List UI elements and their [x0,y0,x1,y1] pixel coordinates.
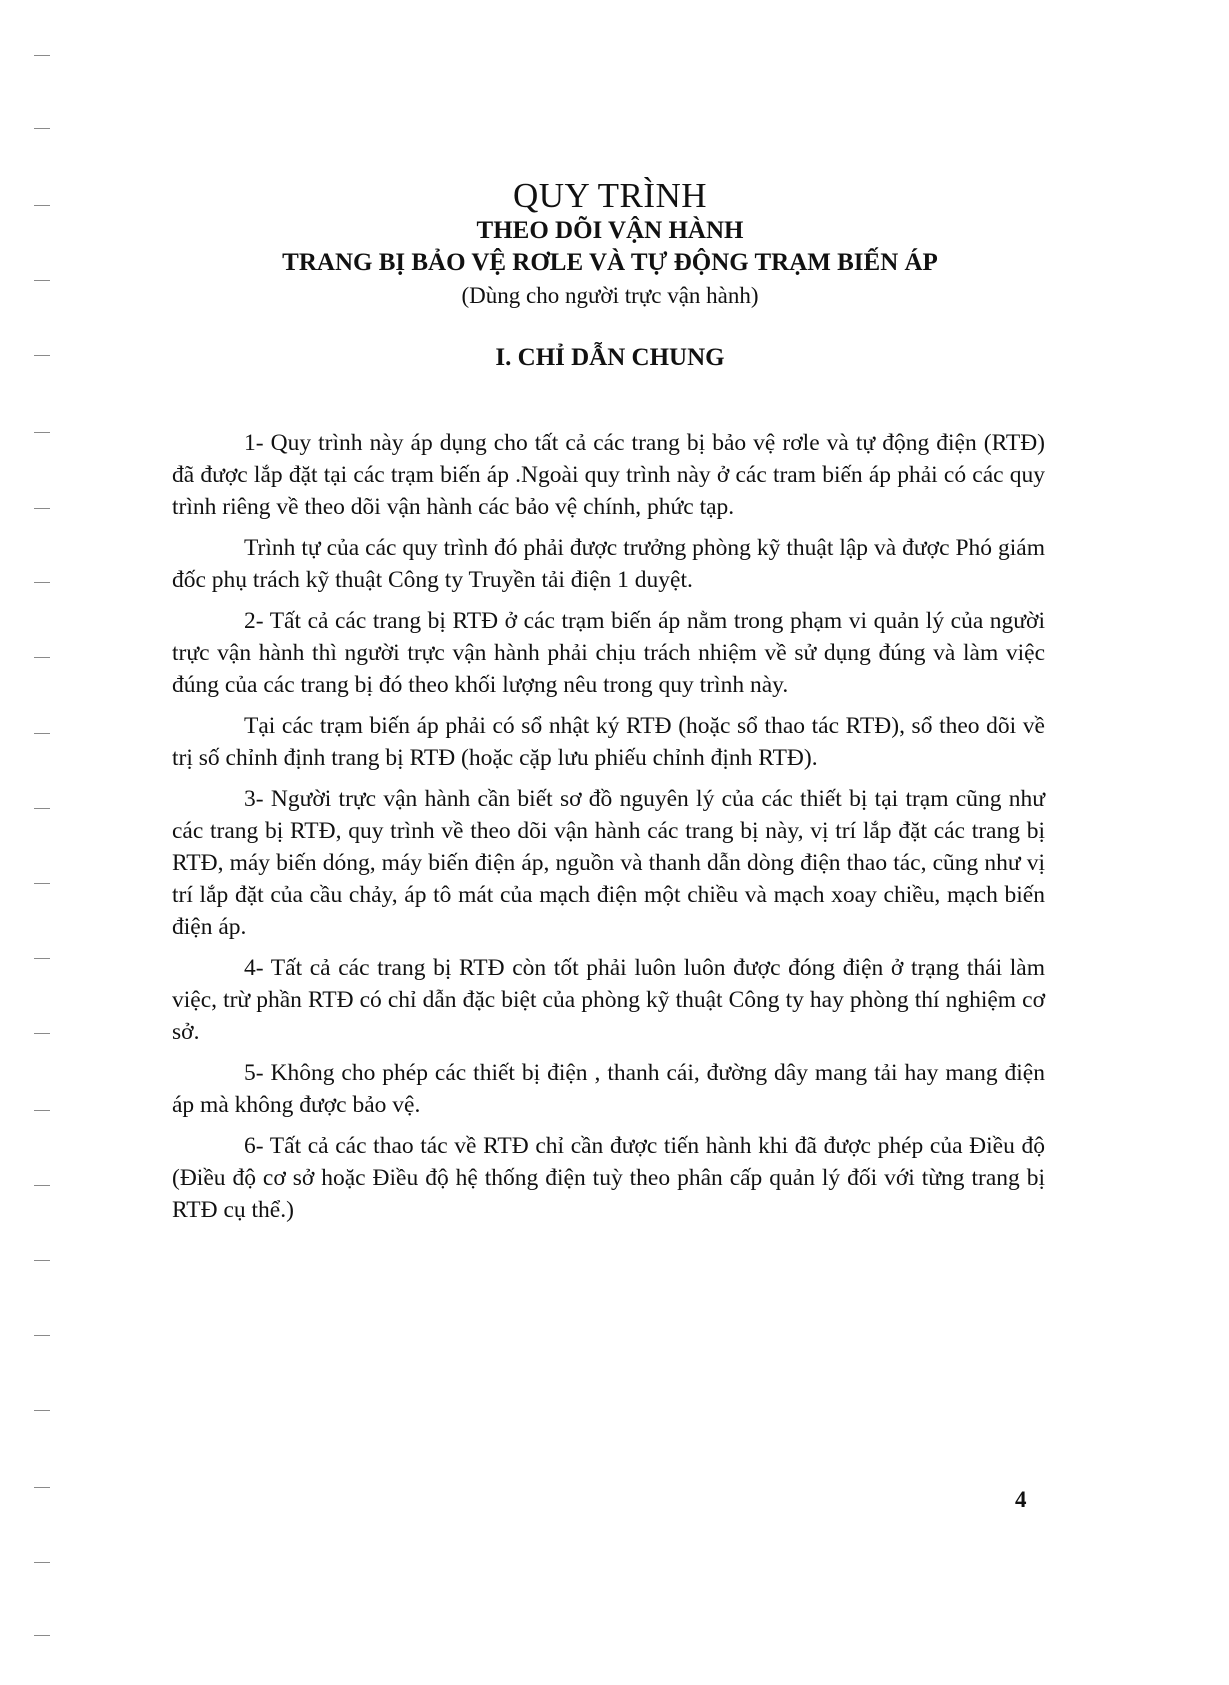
scan-binding-marks [28,0,68,1685]
section-heading: I. CHỈ DẪN CHUNG [495,344,725,371]
paragraph-6: 4- Tất cả các trang bị RTĐ còn tốt phải luôn luôn được đóng điện ở trạng thái làm việc, trừ phần RTĐ có chỉ dẫn đặc biệt của phòng kỹ thuật Công ty hay phòng thí nghiệm cơ sở. [172,955,1045,1045]
paragraph-2: Trình tự của các quy trình đó phải được trưởng phòng kỹ thuật lập và được Phó giám đốc phụ trách kỹ thuật Công ty Truyền tải điện 1 duyệt. [172,535,1045,593]
paragraph-4: Tại các trạm biến áp phải có sổ nhật ký RTĐ (hoặc sổ thao tác RTĐ), sổ theo dõi về trị số chỉnh định trang bị RTĐ (hoặc cặp lưu phiếu chỉnh định RTĐ). [172,713,1045,771]
paragraph-5: 3- Người trực vận hành cần biết sơ đồ nguyên lý của các thiết bị tại trạm cũng như các trang bị RTĐ, quy trình về theo dõi vận hành các trang bị này, vị trí lắp đặt các trang bị RTĐ, máy biến dóng, máy biến điện áp, nguồn và thanh dẫn dòng điện thao tác, cũng như vị trí lắp đặt của cầu chảy, áp tô mát của mạch điện một chiều và mạch xoay chiều, mạch biến điện áp. [172,786,1045,940]
document-subtitle-2: TRANG BỊ BẢO VỆ RƠLE VÀ TỰ ĐỘNG TRẠM BIẾN ÁP [282,249,938,276]
document-body [172,427,1045,1235]
document-title: QUY TRÌNH [512,176,708,215]
paragraph-3: 2- Tất cả các trang bị RTĐ ở các trạm biến áp nằm trong phạm vi quản lý của người trực vận hành thì người trực vận hành phải chịu trách nhiệm về sử dụng đúng và làm việc đúng của các trang bị đó theo khối lượng nêu trong quy trình này. [172,608,1045,698]
paragraph-1: 1- Quy trình này áp dụng cho tất cả các trang bị bảo vệ rơle và tự động điện (RTĐ) đã được lắp đặt tại các trạm biến áp .Ngoài quy trình này ở các tram biến áp phải có các quy trình riêng về theo dõi vận hành các bảo vệ chính, phức tạp. [172,430,1045,520]
page-number: 4 [1015,1487,1027,1512]
document-subtitle-1: THEO DÕI VẬN HÀNH [476,217,744,244]
paragraph-8: 6- Tất cả các thao tác về RTĐ chỉ cần được tiến hành khi đã được phép của Điều độ (Điều độ cơ sở hoặc Điều độ hệ thống điện tuỳ theo phân cấp quản lý đối với từng trang bị RTĐ cụ thể.) [172,1133,1045,1223]
audience-note: (Dùng cho người trực vận hành) [461,283,759,308]
paragraph-7: 5- Không cho phép các thiết bị điện , thanh cái, đường dây mang tải hay mang điện áp mà không được bảo vệ. [172,1060,1045,1118]
